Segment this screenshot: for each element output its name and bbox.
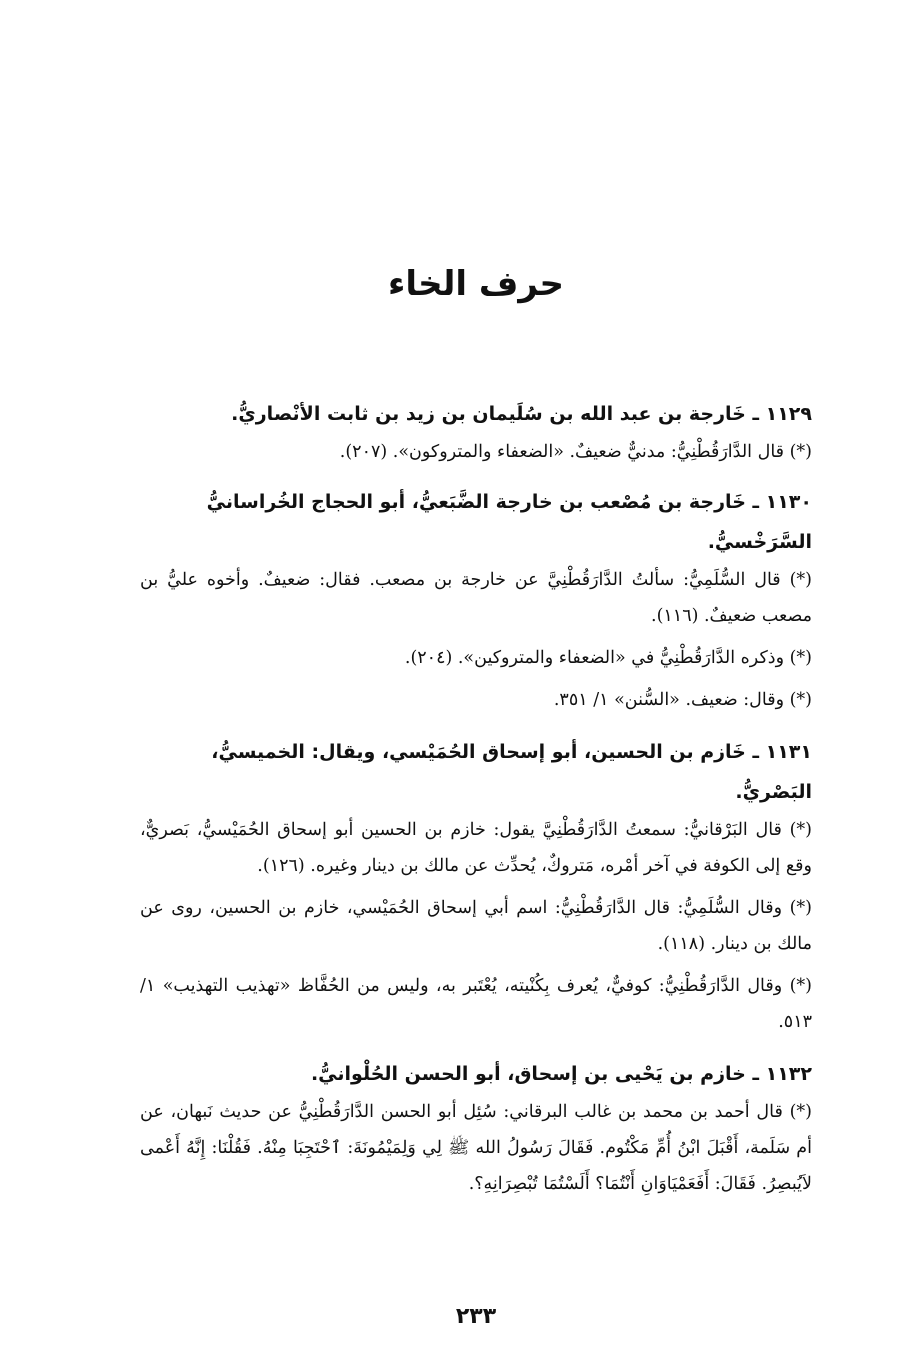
entry-heading: ١١٢٩ ـ خَارجة بن عبد الله بن سُلَيمان بن زيد بن ثابت الأنْصاريُّ. [231,403,812,425]
entries-list [140,394,812,1208]
entry-paragraph: (*) قال الدَّارَقُطْنِيُّ: مدنيٌّ ضعيفٌ. «الضعفاء والمتروكون». (٢٠٧). [339,442,812,462]
document-page [140,0,812,1356]
entry-1132 [140,1054,812,1202]
entry-heading: ١١٣٢ ـ خازم بن يَحْيى بن إسحاق، أبو الحسن الحُلْوانيُّ. [310,1063,812,1085]
entry-paragraph: (*) وقال الدَّارَقُطْنِيُّ: كوفيٌّ، يُعرف بِكُنْيته، يُعْتَبر به، وليس من الحُفَّاظ «تهذيب التهذيب» ١/ ٥١٣. [140,976,812,1032]
entry-1131 [140,732,812,1040]
entry-paragraph: (*) وقال: ضعيف. «السُّنن» ١/ ٣٥١. [553,690,812,710]
entry-paragraph: (*) وقال السُّلَمِيُّ: قال الدَّارَقُطْنِيُّ: اسم أبي إسحاق الحُمَيْسي، خازم بن الحسين، روى عن مالك بن دينار. (١١٨). [140,898,812,954]
entry-1129 [140,394,812,470]
entry-heading: ١١٣١ ـ خَازم بن الحسين، أبو إسحاق الحُمَيْسي، ويقال: الخميسيُّ، البَصْريُّ. [211,741,812,803]
entry-paragraph: (*) قال السُّلَمِيُّ: سألتُ الدَّارَقُطْنِيَّ عن خارجة بن مصعب. فقال: ضعيفٌ. وأخوه عليُّ بن مصعب ضعيفٌ. (١١٦). [140,570,812,626]
entry-paragraph: (*) وذكره الدَّارَقُطْنِيُّ في «الضعفاء والمتروكين». (٢٠٤). [404,648,812,668]
entry-paragraph: (*) قال أحمد بن محمد بن غالب البرقاني: سُئِل أبو الحسن الدَّارَقُطْنِيُّ عن حديث نَبهان، عن أم سَلَمة، أَقْبَلَ ابْنُ أُمِّ مَكْتُوم. فَقَالَ رَسُولُ الله ﷺ لِي وَلِمَيْمُونَةَ: ٱحْتَجِبَا مِنْهُ. فَقُلْنَا: إِنَّهُ أَعْمى لاَيُبصِرُ. فَقَالَ: أَفَعَمْيَاوَانِ أَنْتُمَا؟ أَلَسْتُمَا تُبْصِرَانِهِ؟. [140,1102,812,1194]
entry-paragraph: (*) قال البَرْقانيُّ: سمعتُ الدَّارَقُطْنِيَّ يقول: خازم بن الحسين أبو إسحاق الحُمَيْسيُّ، بَصريٌّ، وقع إلى الكوفة في آخر أمْره، مَتروكٌ، يُحدِّث عن مالك بن دينار وغيره. (١٢٦). [140,820,812,876]
page-number: ٢٣٣ [455,1304,497,1329]
entry-heading: ١١٣٠ ـ خَارجة بن مُصْعب بن خارجة الضَّبَعيُّ، أبو الحجاج الخُراسانيُّ السَّرَخْسيُّ. [206,491,812,553]
chapter-title: حرف الخاء [387,263,565,304]
entry-1130 [140,482,812,718]
